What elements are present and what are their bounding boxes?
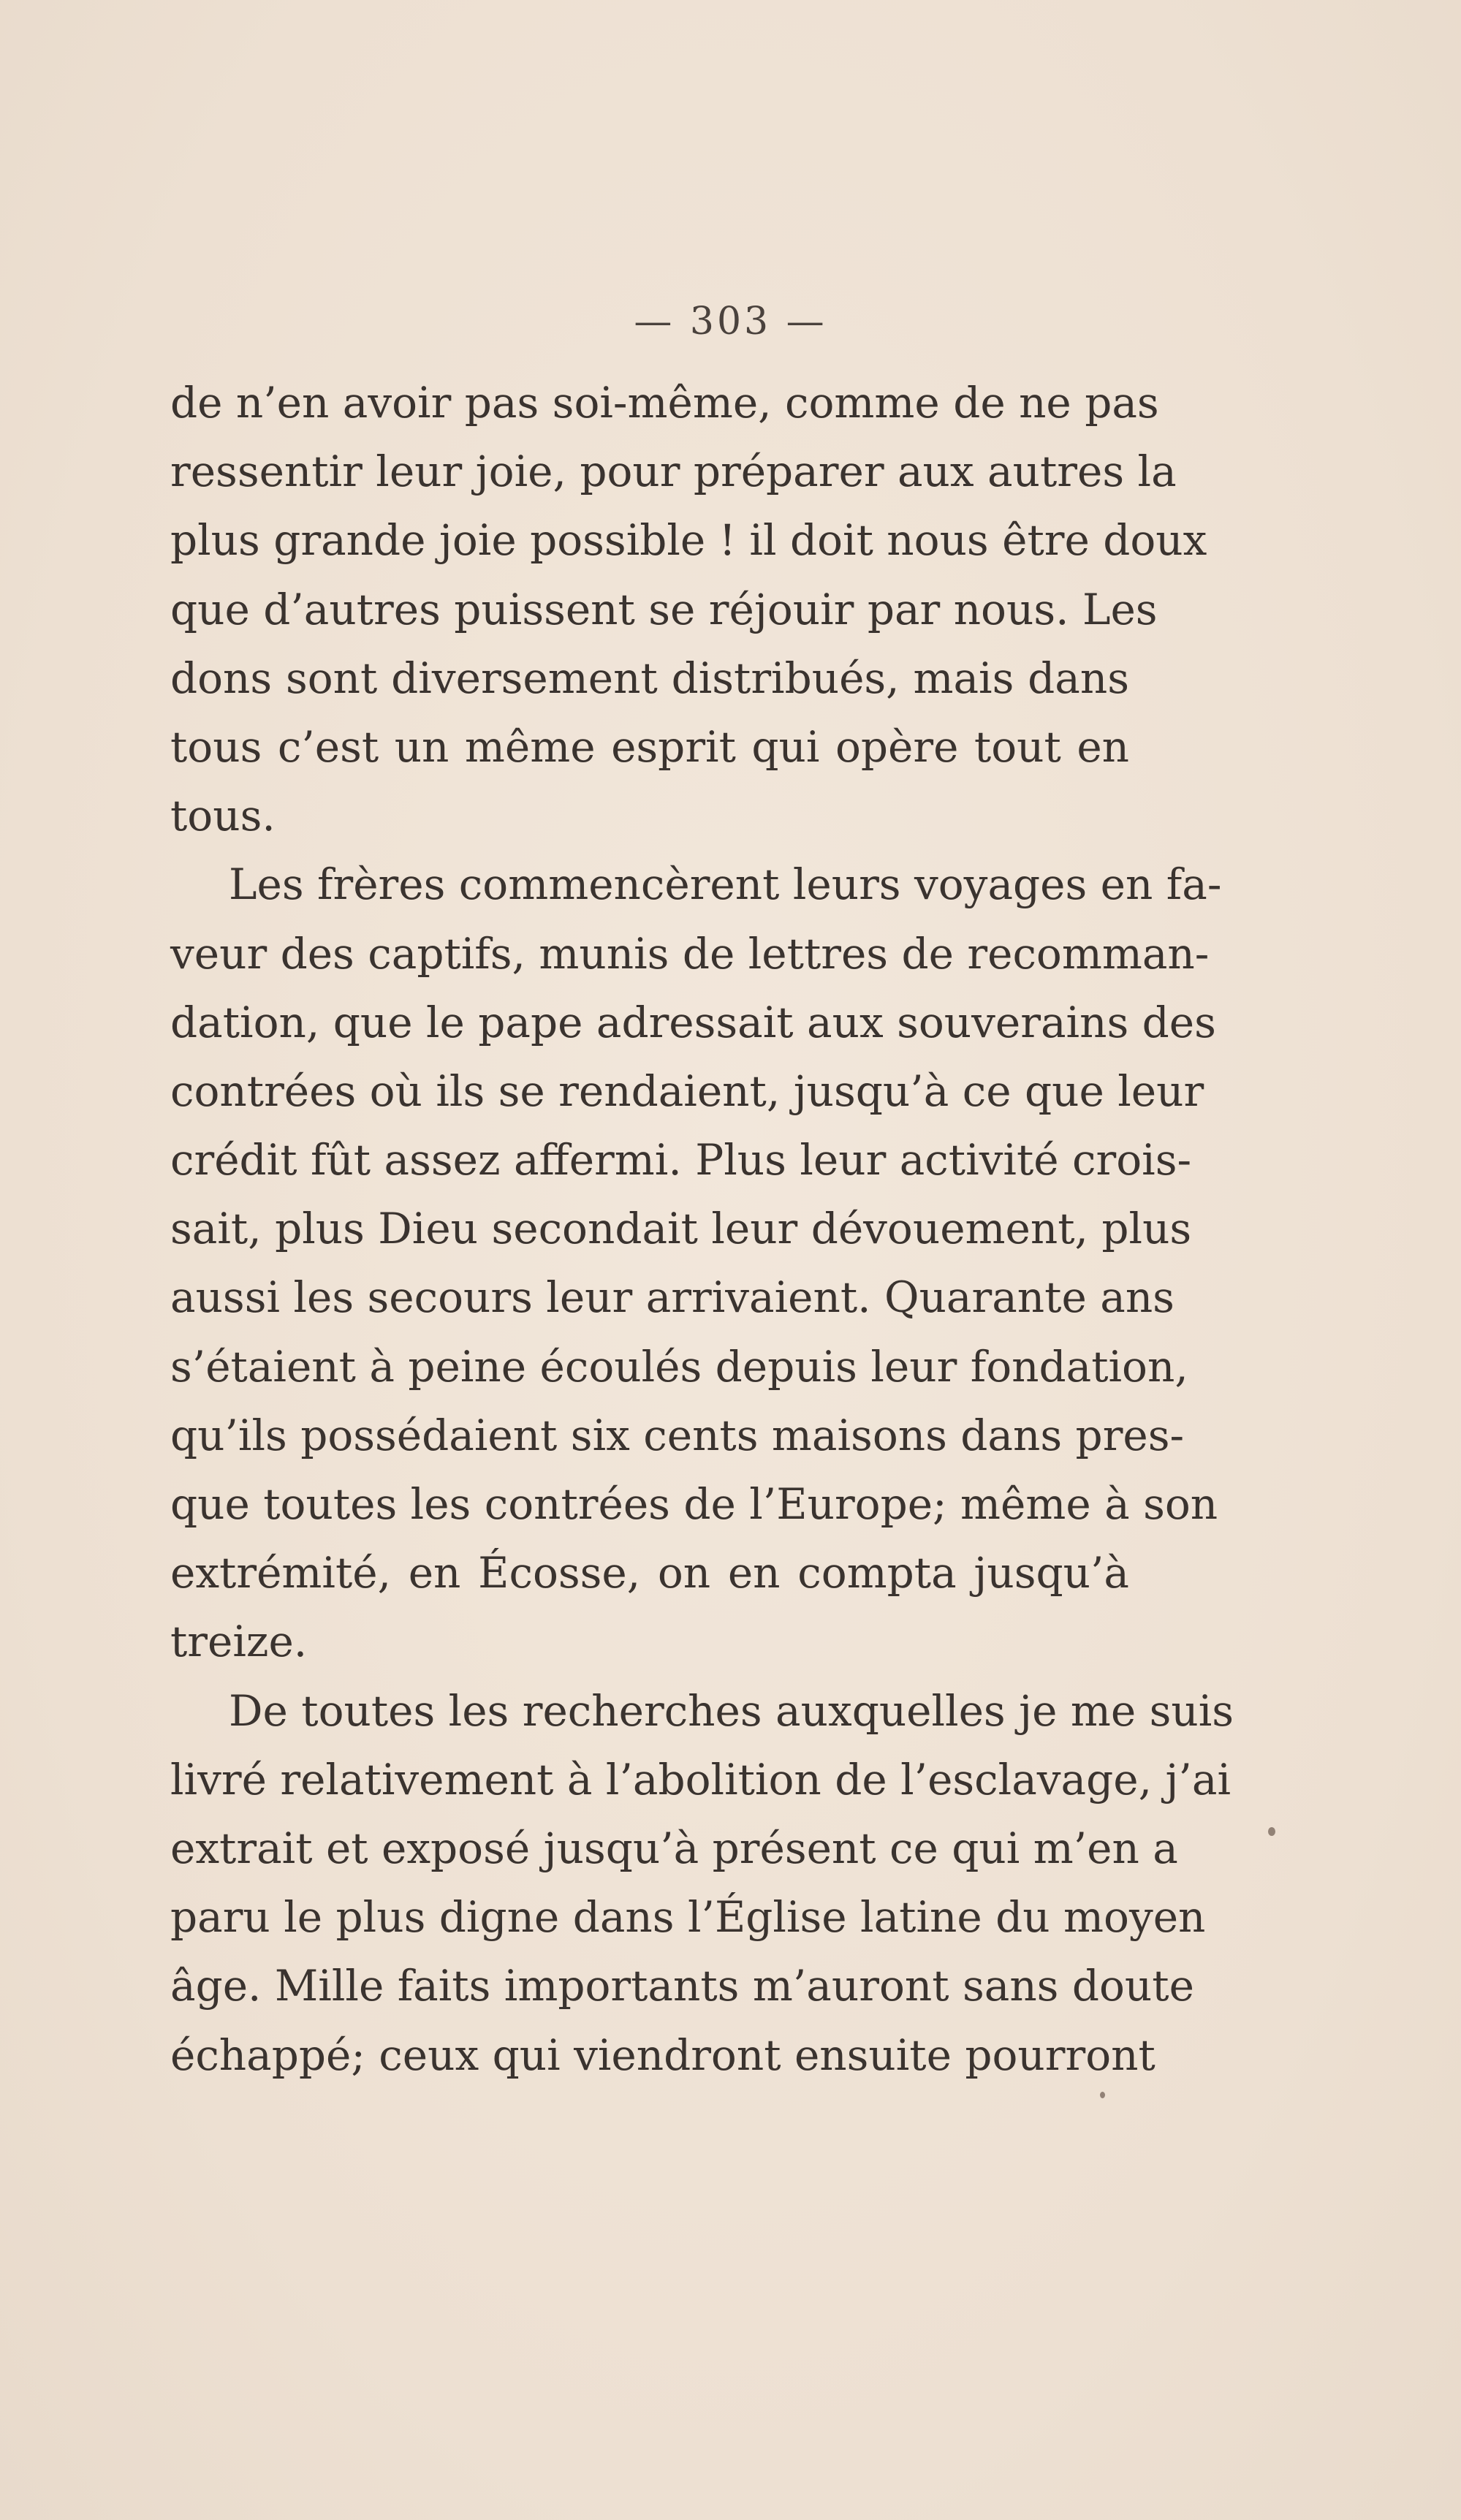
text-line: dons sont diversement distribués, mais dans: [170, 653, 1129, 703]
paper-speck: [1100, 2092, 1105, 2098]
text-line: extrémité, en Écosse, on en compta jusqu’à: [170, 1548, 1129, 1598]
text-line: crédit fût assez affermi. Plus leur activité crois-: [170, 1135, 1192, 1185]
text-line: que toutes les contrées de l’Europe; même à son: [170, 1479, 1218, 1529]
text-line: tous c’est un même esprit qui opère tout en: [170, 721, 1129, 772]
page-number: — 303 —: [634, 300, 827, 344]
text-line: sait, plus Dieu secondait leur dévouement, plus: [170, 1204, 1192, 1254]
paper-speck: [1268, 1827, 1275, 1836]
text-line: veur des captifs, munis de lettres de recomman-: [170, 928, 1210, 979]
text-line: âge. Mille faits importants m’auront sans doute: [170, 1961, 1194, 2011]
text-line: tous.: [170, 791, 276, 841]
text-line: ressentir leur joie, pour préparer aux autres la: [170, 447, 1177, 497]
text-line: livré relativement à l’abolition de l’esclavage, j’ai: [170, 1754, 1231, 1804]
text-line: paru le plus digne dans l’Église latine du moyen: [170, 1892, 1206, 1943]
text-line: dation, que le pape adressait aux souverains des: [170, 997, 1216, 1047]
text-line: Les frères commencèrent leurs voyages en fa-: [229, 859, 1222, 910]
text-line: De toutes les recherches auxquelles je me suis: [229, 1685, 1234, 1736]
text-line: aussi les secours leur arrivaient. Quarante ans: [170, 1272, 1175, 1323]
body-text: [170, 368, 1234, 2090]
text-line: contrées où ils se rendaient, jusqu’à ce que leur: [170, 1066, 1204, 1116]
text-line: que d’autres puissent se réjouir par nous. Les: [170, 584, 1158, 634]
text-line: extrait et exposé jusqu’à présent ce qui m’en a: [170, 1823, 1178, 1873]
text-line: qu’ils possédaient six cents maisons dans pres-: [170, 1410, 1185, 1460]
text-line: plus grande joie possible ! il doit nous être doux: [170, 515, 1207, 566]
text-line: treize.: [170, 1617, 308, 1667]
text-line: échappé; ceux qui viendront ensuite pourront: [170, 2030, 1155, 2080]
text-line: de n’en avoir pas soi-même, comme de ne pas: [170, 378, 1159, 428]
text-line: s’étaient à peine écoulés depuis leur fondation,: [170, 1341, 1188, 1392]
